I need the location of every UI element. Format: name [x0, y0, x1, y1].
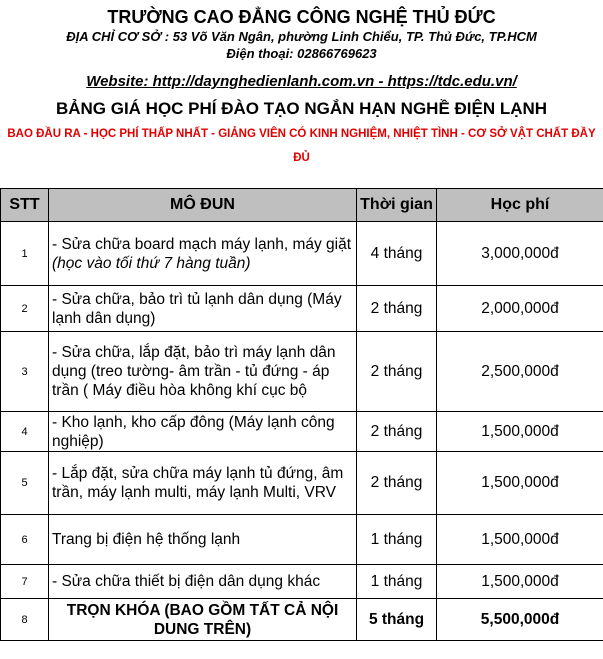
- column-header-fee: Học phí: [437, 189, 603, 222]
- table-row: [1, 565, 603, 599]
- table-header-row: [1, 189, 603, 222]
- table-row: [1, 332, 603, 412]
- website[interactable]: Website: http://daynghedienlanh.com.vn - https://tdc.edu.vn/: [0, 72, 603, 92]
- row-time: 5 tháng: [357, 599, 437, 641]
- row-stt: 5: [1, 452, 49, 515]
- row-time: 1 tháng: [357, 515, 437, 565]
- column-header-stt: STT: [1, 189, 49, 222]
- address: ĐỊA CHỈ CƠ SỞ : 53 Võ Văn Ngân, phường Linh Chiểu, TP. Thủ Đức, TP.HCM: [0, 28, 603, 45]
- row-time: 2 tháng: [357, 412, 437, 452]
- row-stt: 7: [1, 565, 49, 599]
- row-stt: 3: [1, 332, 49, 412]
- document-header: [0, 6, 603, 170]
- table-row-total: [1, 599, 603, 641]
- row-stt: 1: [1, 222, 49, 286]
- row-stt: 4: [1, 412, 49, 452]
- row-fee: 1,500,000đ: [437, 565, 603, 599]
- row-fee: 1,500,000đ: [437, 515, 603, 565]
- row-fee: 1,500,000đ: [437, 452, 603, 515]
- row-stt: 6: [1, 515, 49, 565]
- row-module: - Kho lạnh, kho cấp đông (Máy lạnh công nghiệp): [49, 412, 357, 452]
- row-fee: 3,000,000đ: [437, 222, 603, 286]
- row-module: Trang bị điện hệ thống lạnh: [49, 515, 357, 565]
- subtitle: BAO ĐẦU RA - HỌC PHÍ THẤP NHẤT - GIẢNG VIÊN CÓ KINH NGHIỆM, NHIỆT TÌNH - CƠ SỞ VẬT CHẤT ĐẦY ĐỦ: [0, 122, 603, 170]
- row-module: - Sửa chữa, bảo trì tủ lạnh dân dụng (Máy lạnh dân dụng): [49, 286, 357, 332]
- row-time: 2 tháng: [357, 452, 437, 515]
- row-module: - Lắp đặt, sửa chữa máy lạnh tủ đứng, âm trần, máy lạnh multi, máy lạnh Multi, VRV: [49, 452, 357, 515]
- column-header-time: Thời gian: [357, 189, 437, 222]
- row-stt: 8: [1, 599, 49, 641]
- page-title: BẢNG GIÁ HỌC PHÍ ĐÀO TẠO NGẮN HẠN NGHỀ ĐIỆN LẠNH: [0, 98, 603, 120]
- table-row: [1, 286, 603, 332]
- phone: Điện thoại: 02866769623: [0, 45, 603, 62]
- row-time: 1 tháng: [357, 565, 437, 599]
- fee-table: [0, 188, 603, 641]
- row-fee: 5,500,000đ: [437, 599, 603, 641]
- row-time: 4 tháng: [357, 222, 437, 286]
- row-module: [49, 222, 357, 286]
- row-module: - Sửa chữa, lắp đặt, bảo trì máy lạnh dân dụng (treo tường- âm trần - tủ đứng - áp trần ( Máy điều hòa không khí cục bộ: [49, 332, 357, 412]
- row-stt: 2: [1, 286, 49, 332]
- row-time: 2 tháng: [357, 286, 437, 332]
- table-row: [1, 515, 603, 565]
- table-row: [1, 412, 603, 452]
- module-text: - Sửa chữa board mạch máy lạnh, máy giặt: [52, 235, 353, 254]
- row-fee: 2,500,000đ: [437, 332, 603, 412]
- column-header-module: MÔ ĐUN: [49, 189, 357, 222]
- row-fee: 2,000,000đ: [437, 286, 603, 332]
- row-module: TRỌN KHÓA (BAO GỒM TẤT CẢ NỘI DUNG TRÊN): [49, 599, 357, 641]
- row-module: - Sửa chữa thiết bị điện dân dụng khác: [49, 565, 357, 599]
- table-row: [1, 452, 603, 515]
- school-name: TRƯỜNG CAO ĐẲNG CÔNG NGHỆ THỦ ĐỨC: [0, 6, 603, 28]
- module-note: (học vào tối thứ 7 hàng tuần): [52, 254, 353, 273]
- row-fee: 1,500,000đ: [437, 412, 603, 452]
- row-time: 2 tháng: [357, 332, 437, 412]
- table-row: [1, 222, 603, 286]
